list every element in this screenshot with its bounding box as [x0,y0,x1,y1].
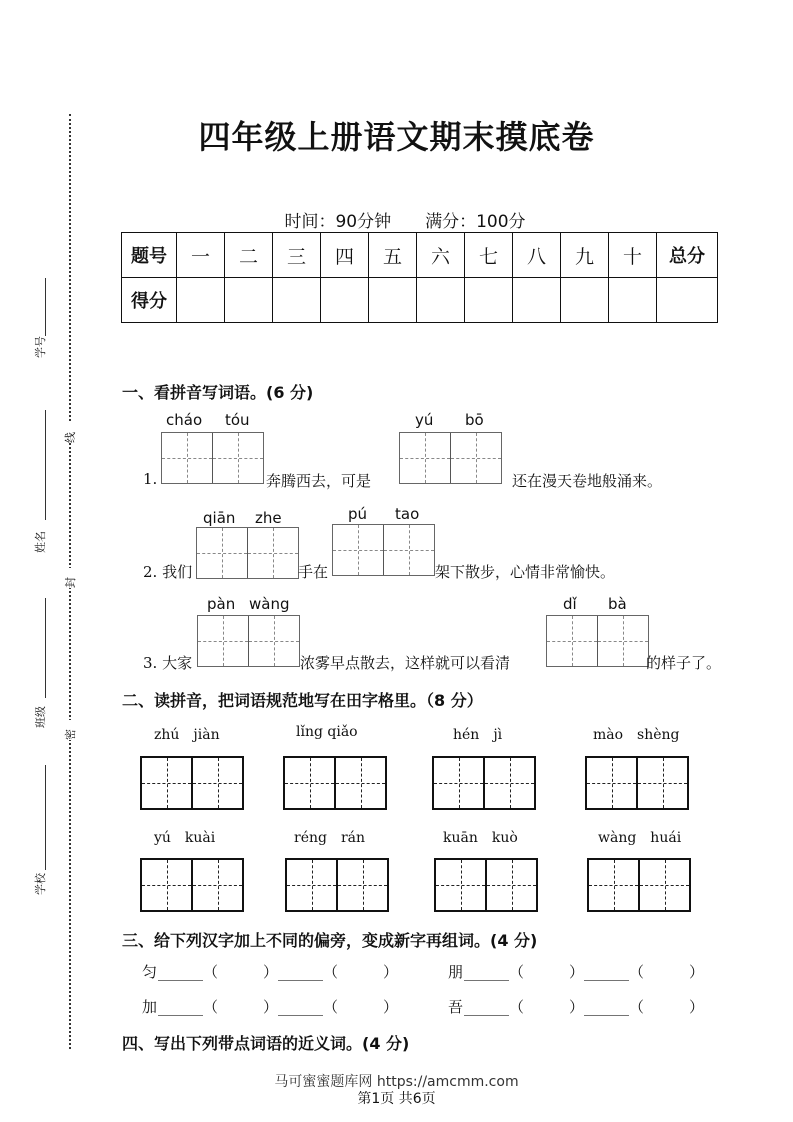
answer-blanks[interactable]: ______（ ）______（ ） [464,963,705,981]
class-line [45,598,46,698]
tianzi-grid[interactable] [283,756,387,810]
answer-blanks[interactable]: ______（ ）______（ ） [158,998,399,1016]
base-char: 朋 [448,963,464,981]
score-cell[interactable] [321,278,369,323]
score-table-score-row [122,278,718,323]
item-text: 浓雾早点散去，这样就可以看清 [300,654,511,672]
pinyin: tóu [225,411,250,429]
score-table [121,232,718,323]
score-cell[interactable] [465,278,513,323]
seal-mark-secret: 密 [62,720,78,740]
pinyin: qiān [203,509,236,527]
pinyin: cháo [166,411,203,429]
score-cell[interactable] [561,278,609,323]
pinyin: bō [465,411,484,429]
score-cell[interactable] [369,278,417,323]
seal-mark-seal: 封 [62,568,78,588]
pinyin: mào shèng [593,727,680,743]
seal-mark-line: 线 [62,423,78,443]
pinyin: yú [415,411,434,429]
pinyin: wàng [249,595,290,613]
base-char: 匀 [142,963,158,981]
pinyin: yú kuài [154,830,216,846]
column-header: 十 [609,233,657,278]
answer-blanks[interactable]: ______（ ）______（ ） [464,998,705,1016]
tianzi-grid[interactable] [399,432,502,484]
pinyin: kuān kuò [443,830,518,846]
row-label-score: 得分 [122,278,177,323]
score-cell[interactable] [273,278,321,323]
tianzi-grid[interactable] [432,756,536,810]
column-header: 五 [369,233,417,278]
pinyin: wàng huái [598,830,682,846]
item-text: 还在漫天卷地般涌来。 [512,472,663,490]
pinyin: tao [395,505,420,523]
pinyin: réng rán [294,830,366,846]
item-text: 的样子了。 [646,654,722,672]
tianzi-grid[interactable] [140,756,244,810]
score-cell[interactable] [417,278,465,323]
score-cell[interactable] [657,278,718,323]
pinyin: zhú jiàn [154,727,220,743]
pinyin: pàn [207,595,236,613]
score-cell[interactable] [513,278,561,323]
score-cell[interactable] [177,278,225,323]
pinyin: lǐng qiǎo [296,724,358,740]
section4-heading: 四、写出下列带点词语的近义词。(4 分) [122,1034,410,1053]
column-header: 二 [225,233,273,278]
item-prefix: 3. 大家 [143,654,193,672]
column-header: 一 [177,233,225,278]
exam-meta: 时间：90分钟 满分：100分 [284,212,526,232]
tianzi-grid[interactable] [585,756,689,810]
tianzi-grid[interactable] [197,615,300,667]
base-char: 吾 [448,998,464,1016]
column-header: 七 [465,233,513,278]
base-char: 加 [142,998,158,1016]
tianzi-grid[interactable] [196,527,299,579]
item-text: 奔腾西去，可是 [266,472,372,490]
section1-heading: 一、看拼音写词语。(6 分) [122,383,314,402]
column-header: 四 [321,233,369,278]
section2-heading: 二、读拼音，把词语规范地写在田字格里。（8 分） [122,691,483,710]
column-header: 九 [561,233,609,278]
student-id-label: 学号 [34,336,47,358]
item-text: 架下散步，心情非常愉快。 [435,563,616,581]
page-title: 四年级上册语文期末摸底卷 [198,118,595,156]
column-header: 六 [417,233,465,278]
column-header: 三 [273,233,321,278]
tianzi-grid[interactable] [546,615,649,667]
row-label-question: 题号 [122,233,177,278]
school-label: 学校 [34,873,47,895]
tianzi-grid[interactable] [587,858,691,912]
class-label: 班级 [34,706,47,728]
column-header-total: 总分 [657,233,718,278]
page-number: 第1页 共6页 [357,1091,436,1107]
pinyin: hén jì [453,727,503,743]
item-prefix: 1. [143,470,158,488]
tianzi-grid[interactable] [332,524,435,576]
pinyin: zhe [255,509,282,527]
pinyin: pú [348,505,368,523]
answer-blanks[interactable]: ______（ ）______（ ） [158,963,399,981]
column-header: 八 [513,233,561,278]
score-table-header-row [122,233,718,278]
tianzi-grid[interactable] [161,432,264,484]
pinyin: dǐ [563,595,577,613]
section3-heading: 三、给下列汉字加上不同的偏旁，变成新字再组词。(4 分) [122,931,538,950]
item-text: 手在 [298,563,329,581]
score-cell[interactable] [609,278,657,323]
student-id-line [45,278,46,336]
name-label: 姓名 [34,531,47,553]
tianzi-grid[interactable] [285,858,389,912]
name-line [45,410,46,520]
watermark: 马可蜜蜜题库网 https://amcmm.com [274,1074,519,1090]
pinyin: bà [608,595,627,613]
item-prefix: 2. 我们 [143,563,193,581]
school-line [45,765,46,870]
score-cell[interactable] [225,278,273,323]
tianzi-grid[interactable] [140,858,244,912]
tianzi-grid[interactable] [434,858,538,912]
